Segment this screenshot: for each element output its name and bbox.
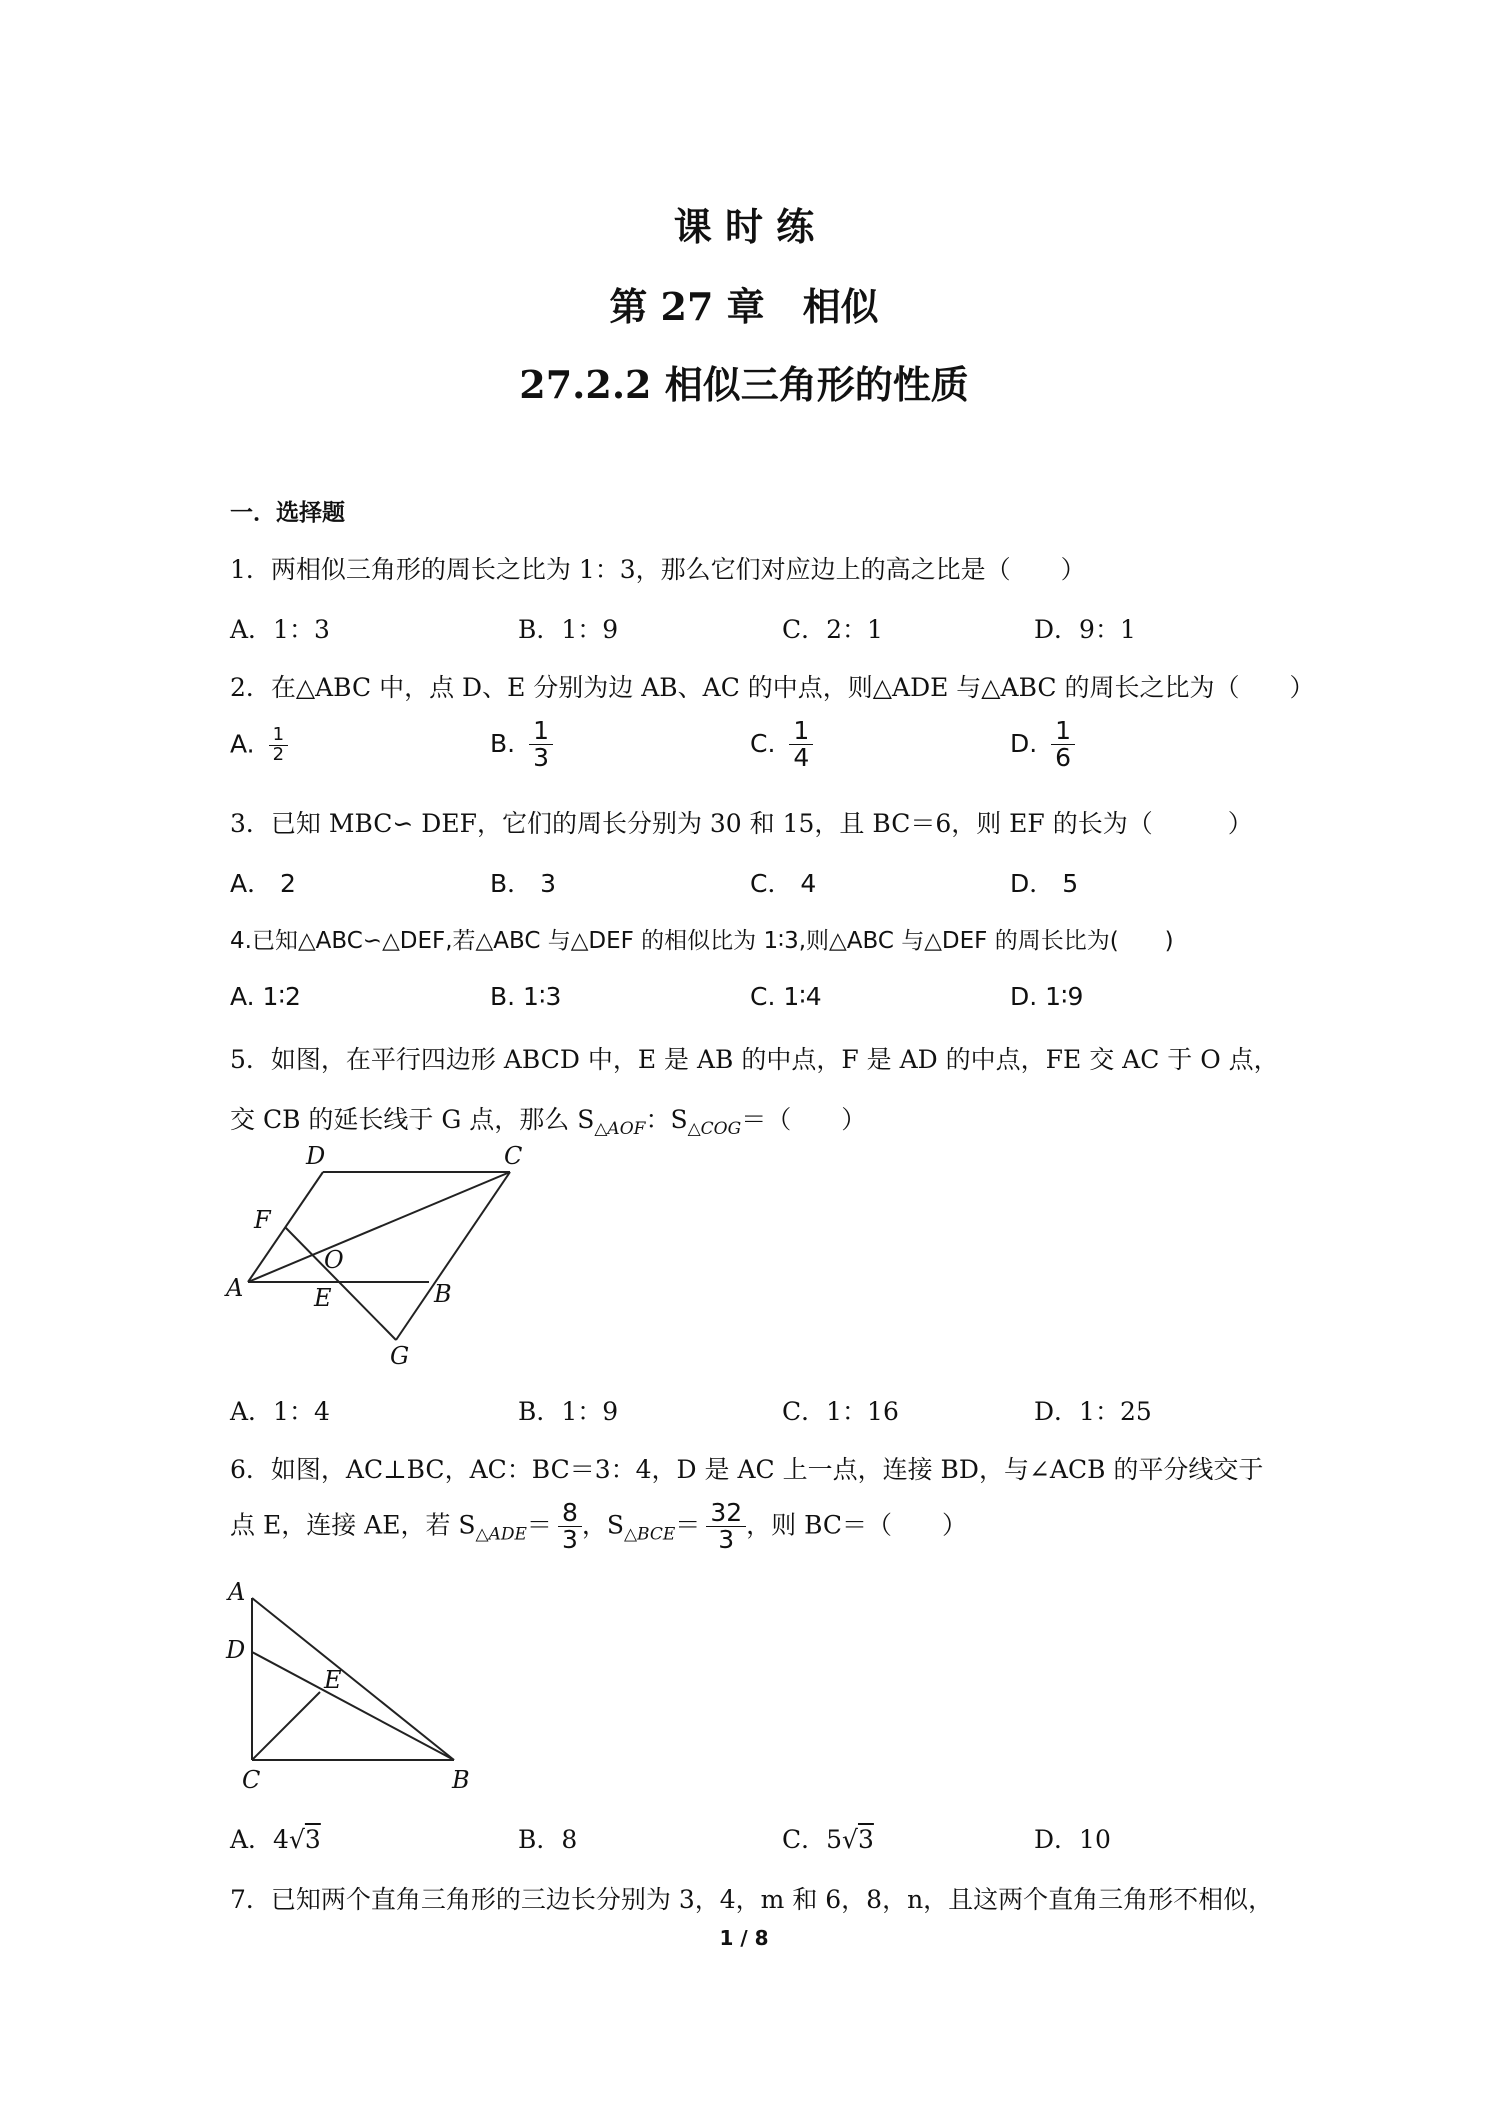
question-7: 7．已知两个直角三角形的三边长分别为 3，4，m 和 6，8，n，且这两个直角三角形不相似， [230,1885,1274,1914]
question-2: 2．在△ABC 中，点 D、E 分别为边 AB、AC 的中点，则△ADE 与△ABC 的周长之比为（ ） [230,673,1315,702]
label-g: G [390,1342,410,1370]
q2-option-a: A. $\frac{1}{2}$ [230,726,288,765]
label-a: A [226,1274,244,1302]
q4-option-b: B. 1∶3 [490,982,562,1011]
section-title: 27.2.2 相似三角形的性质 [519,362,969,407]
q6-option-b: B．8 [518,1825,578,1854]
question-6-line2: 点 E，连接 AE，若 $S_{\triangle ADE}=$ $\frac{8}{3}$ ，$S_{\triangle BCE}=$ $\frac{32}{3}$ ，则 BC＝（ ） [230,1498,968,1555]
q4-option-c: C. 1∶4 [750,982,822,1011]
q5-option-b: B．1：9 [518,1397,619,1426]
label-d: D [306,1142,326,1170]
label-c: C [504,1142,523,1170]
q6-option-d: D．10 [1034,1825,1111,1854]
q6-option-a: A．4√3 [230,1825,321,1854]
bisector-ce [252,1692,320,1760]
q4-option-d: D. 1∶9 [1010,982,1084,1011]
q4-option-a: A. 1∶2 [230,982,301,1011]
q3-option-b: B． 3 [490,869,557,898]
label-o: O [324,1246,344,1274]
question-4: 4.已知△ABC∽△DEF,若△ABC 与△DEF 的相似比为 1∶3,则△ABC 与△DEF 的周长比为( ) [230,928,1174,954]
label-f: F [254,1206,271,1234]
label-d: D [226,1636,246,1664]
q3-option-a: A． 2 [230,869,296,898]
page-title: 课 时 练 [673,204,815,249]
q6-option-c: C．5√3 [782,1825,874,1854]
q5-option-c: C．1：16 [782,1397,899,1426]
edge-ab [252,1598,454,1760]
label-e: E [314,1284,332,1312]
question-1: 1．两相似三角形的周长之比为 1：3，那么它们对应边上的高之比是（ ） [230,555,1086,584]
q1-option-b: B．1：9 [518,615,619,644]
diagonal-ac [248,1172,510,1282]
question-5-line1: 5．如图，在平行四边形 ABCD 中，E 是 AB 的中点，F 是 AD 的中点，FE 交 AC 于 O 点， [230,1045,1279,1074]
right-triangle-figure [224,1576,484,1800]
section-heading: 一．选择题 [230,499,345,526]
question-6-line1: 6．如图，AC⊥BC，AC：BC＝3：4，D 是 AC 上一点，连接 BD，与∠ACB 的平分线交于 [230,1455,1264,1484]
q1-option-a: A．1：3 [230,615,330,644]
label-e: E [324,1666,342,1694]
q2-option-d: D. $\frac{1}{6}$ [1010,718,1075,772]
question-3: 3．已知 MBC∽ DEF，它们的周长分别为 30 和 15，且 BC＝6，则 EF 的长为（ ） [230,809,1253,838]
q1-option-c: C．2：1 [782,615,883,644]
chapter-title: 第 27 章 相似 [609,284,879,329]
q5-option-d: D．1：25 [1034,1397,1152,1426]
q5-option-a: A．1：4 [230,1397,330,1426]
label-b: B [434,1280,452,1308]
label-a: A [228,1578,246,1606]
q1-option-d: D．9：1 [1034,615,1136,644]
edge-cg [396,1172,510,1340]
q3-option-c: C． 4 [750,869,817,898]
parallelogram-figure [224,1140,534,1372]
label-c: C [242,1766,261,1794]
question-5-line2: 交 CB 的延长线于 G 点，那么 $S_{\triangle AOF}$：$S_{\triangle COG}=$（ ） [230,1105,867,1139]
q2-option-b: B. $\frac{1}{3}$ [490,718,553,772]
label-b: B [452,1766,470,1794]
q2-option-c: C. $\frac{1}{4}$ [750,718,813,772]
segment-db [252,1652,454,1760]
page-number: 1 / 8 [719,1926,769,1950]
q3-option-d: D． 5 [1010,869,1079,898]
